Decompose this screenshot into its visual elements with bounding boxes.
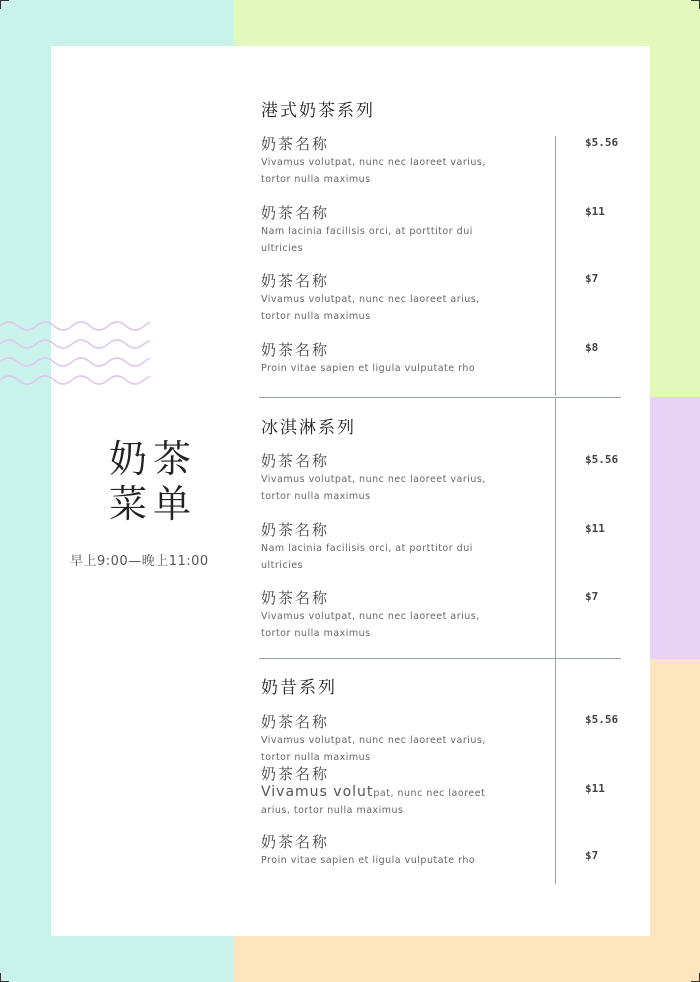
menu-title-line2: 菜单 xyxy=(109,482,198,526)
divider-horizontal xyxy=(259,658,621,659)
menu-item xyxy=(261,451,551,505)
item-desc: tortor nulla maximus xyxy=(261,311,371,322)
item-name: 奶茶名称 xyxy=(261,204,330,222)
menu-title-line1: 奶茶 xyxy=(109,437,198,481)
item-name: 奶茶名称 xyxy=(261,713,330,731)
item-name: 奶茶名称 xyxy=(261,341,330,359)
divider-vertical xyxy=(555,136,556,396)
opening-hours: 早上9:00—晚上11:00 xyxy=(70,554,209,569)
item-name: 奶茶名称 xyxy=(261,521,330,539)
item-desc: arius, tortor nulla maximus xyxy=(261,805,404,816)
menu-item xyxy=(261,134,551,188)
section-title-hk-milk-tea: 港式奶茶系列 xyxy=(261,101,375,121)
menu-item xyxy=(261,832,551,869)
background-lilac-panel xyxy=(650,397,700,659)
item-desc: tortor nulla maximus xyxy=(261,491,371,502)
menu-item xyxy=(261,340,551,377)
item-price: $5.56 xyxy=(585,453,619,466)
item-price: $7 xyxy=(585,849,599,862)
menu-item xyxy=(261,271,551,325)
menu-item xyxy=(261,712,551,766)
item-desc: Proin vitae sapien et ligula vulputate rho xyxy=(261,855,476,866)
item-name: 奶茶名称 xyxy=(261,272,330,290)
item-desc: Proin vitae sapien et ligula vulputate rho xyxy=(261,363,476,374)
item-price: $8 xyxy=(585,341,599,354)
crop-mark-bottom-left xyxy=(0,973,9,982)
divider-vertical xyxy=(555,659,556,884)
divider-vertical xyxy=(555,398,556,658)
item-price: $11 xyxy=(585,522,605,535)
item-desc: ultricies xyxy=(261,560,304,571)
item-name: 奶茶名称 xyxy=(261,589,330,607)
item-desc: Vivamus volutpat, nunc nec laoreet varius, xyxy=(261,735,486,746)
item-price: $11 xyxy=(585,782,605,795)
menu-item xyxy=(261,203,551,257)
item-price: $7 xyxy=(585,590,599,603)
item-desc: ultricies xyxy=(261,243,304,254)
divider-horizontal xyxy=(259,397,621,398)
item-price: $5.56 xyxy=(585,136,619,149)
item-desc: Vivamus volutpat, nunc nec laoreet arius, xyxy=(261,611,480,622)
item-desc: Vivamus volutpat, nunc nec laoreet arius, xyxy=(261,294,480,305)
item-desc: pat, nunc nec laoreet xyxy=(373,788,486,799)
section-title-ice-cream: 冰淇淋系列 xyxy=(261,418,356,438)
item-desc: tortor nulla maximus xyxy=(261,174,371,185)
menu-item xyxy=(261,764,551,819)
wave-decoration-icon xyxy=(0,318,150,398)
item-desc: Nam lacinia facilisis orci, at porttitor dui xyxy=(261,226,473,237)
section-title-milkshake: 奶昔系列 xyxy=(261,678,337,698)
item-desc: tortor nulla maximus xyxy=(261,628,371,639)
menu-item xyxy=(261,588,551,642)
crop-mark-top-left xyxy=(0,0,9,9)
item-desc: Vivamus volutpat, nunc nec laoreet varius, xyxy=(261,474,486,485)
item-desc-lead: Vivamus volut xyxy=(261,784,374,800)
item-name: 奶茶名称 xyxy=(261,833,330,851)
item-name: 奶茶名称 xyxy=(261,135,330,153)
item-price: $7 xyxy=(585,272,599,285)
item-desc: Vivamus volutpat, nunc nec laoreet varius, xyxy=(261,157,486,168)
item-name: 奶茶名称 xyxy=(261,765,330,783)
item-price: $11 xyxy=(585,205,605,218)
item-price: $5.56 xyxy=(585,713,619,726)
item-desc: tortor nulla maximus xyxy=(261,752,371,763)
crop-mark-top-right xyxy=(691,0,700,9)
menu-item xyxy=(261,520,551,574)
item-name: 奶茶名称 xyxy=(261,452,330,470)
crop-mark-bottom-right xyxy=(691,973,700,982)
menu-title xyxy=(109,437,199,527)
item-desc: Nam lacinia facilisis orci, at porttitor dui xyxy=(261,543,473,554)
